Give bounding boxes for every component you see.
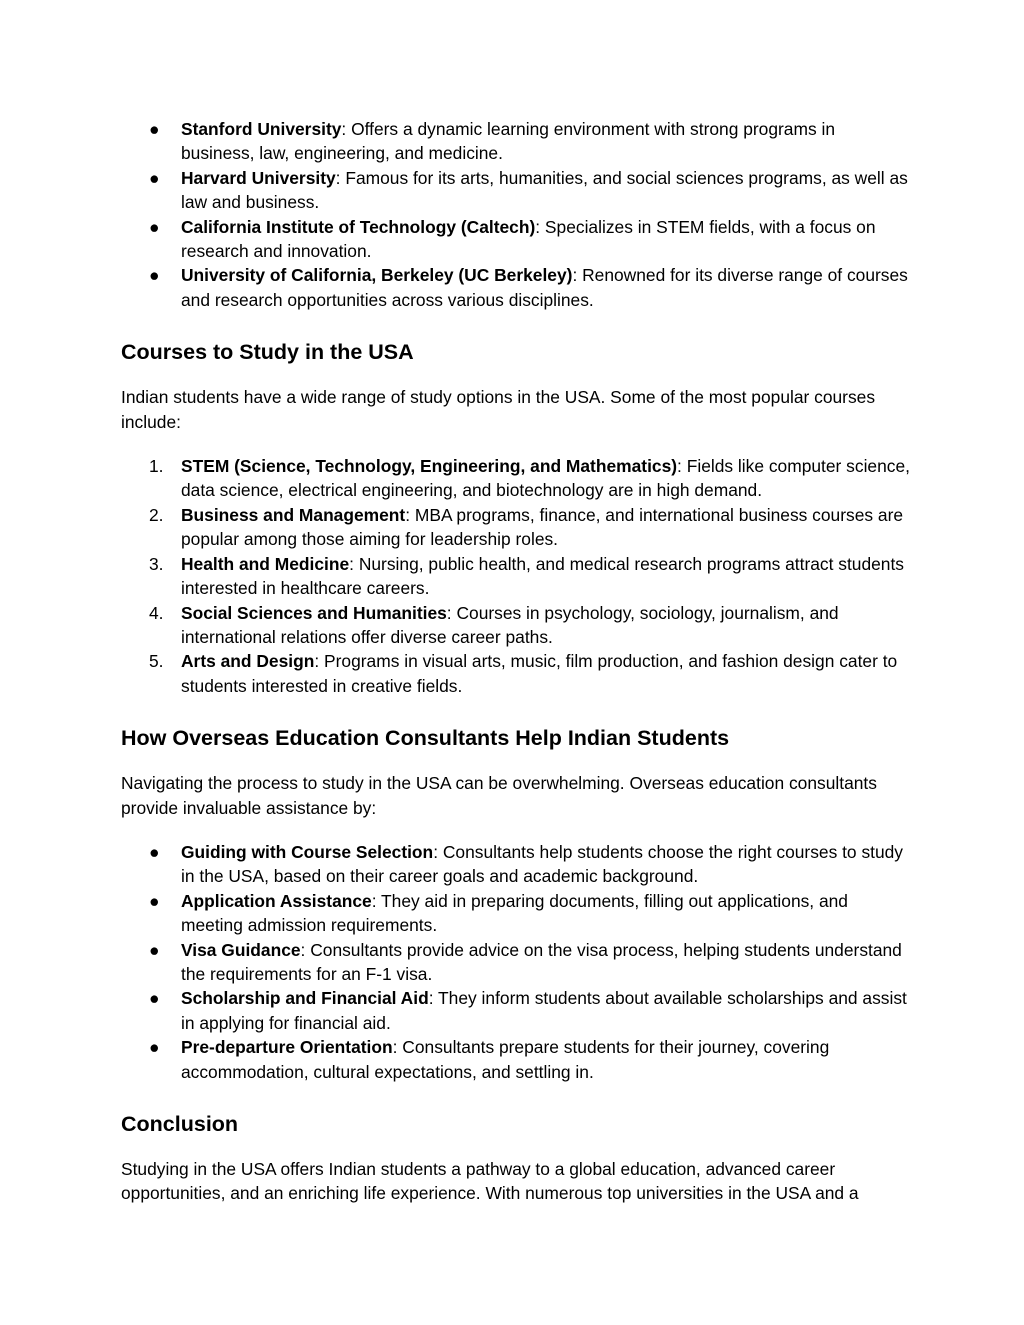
university-name: University of California, Berkeley (UC Berkeley): [181, 265, 573, 286]
list-item: [121, 889, 911, 938]
section-heading-consultants: How Overseas Education Consultants Help Indian Students: [121, 726, 730, 751]
university-description: : Renowned for its diverse range of courses and research opportunities across various disciplines.: [181, 265, 908, 310]
list-number: 2.: [149, 504, 164, 525]
bullet-marker: ●: [149, 216, 160, 237]
service-description: : Consultants prepare students for their journey, covering accommodation, cultural expectations, and settling in.: [181, 1037, 830, 1082]
list-item: [121, 117, 911, 166]
course-name: STEM (Science, Technology, Engineering, and Mathematics): [181, 456, 678, 477]
university-name: California Institute of Technology (Caltech): [181, 216, 536, 237]
list-item: [121, 986, 911, 1035]
bullet-marker: ●: [149, 265, 160, 286]
bullet-marker: ●: [149, 890, 160, 911]
document-page: [121, 117, 911, 1206]
course-name: Business and Management: [181, 504, 406, 525]
university-description: : Specializes in STEM fields, with a focus on research and innovation.: [181, 216, 876, 262]
consultant-services-list: [121, 840, 911, 1084]
bullet-marker: ●: [149, 939, 160, 960]
service-description: : They aid in preparing documents, filling out applications, and meeting admission requirements.: [181, 890, 848, 936]
section-heading-conclusion: Conclusion: [121, 1112, 239, 1136]
list-item: [121, 215, 911, 264]
university-name: Harvard University: [181, 167, 336, 188]
service-description: : Consultants help students choose the right courses to study in the USA, based on their career goals and academic background.: [181, 841, 904, 887]
course-name: Social Sciences and Humanities: [181, 602, 447, 623]
list-number: 3.: [149, 553, 164, 574]
course-description: : MBA programs, finance, and international business courses are popular among those aiming for leadership roles.: [181, 504, 904, 550]
university-description: : Offers a dynamic learning environment with strong programs in business, law, engineering, and medicine.: [181, 119, 836, 164]
list-number: 4.: [149, 602, 164, 623]
course-name: Health and Medicine: [181, 553, 350, 574]
list-item: [121, 263, 911, 312]
list-item: [121, 552, 911, 601]
course-name: Arts and Design: [181, 651, 315, 672]
course-description: : Nursing, public health, and medical research programs attract students interested in healthcare careers.: [181, 553, 905, 599]
list-item: [121, 503, 911, 552]
bullet-marker: ●: [149, 1037, 160, 1058]
bullet-marker: ●: [149, 119, 160, 139]
courses-list: [121, 454, 911, 698]
service-name: Scholarship and Financial Aid: [181, 988, 429, 1009]
list-item: [121, 454, 911, 503]
service-name: Application Assistance: [181, 890, 372, 911]
course-description: : Programs in visual arts, music, film production, and fashion design cater to students interested in creative fields.: [181, 651, 898, 696]
university-description: : Famous for its arts, humanities, and social sciences programs, as well as law and business.: [181, 167, 908, 213]
service-name: Visa Guidance: [181, 939, 301, 960]
bullet-marker: ●: [149, 988, 160, 1009]
course-description: : Courses in psychology, sociology, journalism, and international relations offer diverse career paths.: [181, 602, 839, 647]
consultants-intro-paragraph: Navigating the process to study in the USA can be overwhelming. Overseas education consultants provide invaluable assistance by:: [121, 773, 877, 818]
list-number: 5.: [149, 651, 164, 672]
list-number: 1.: [149, 456, 164, 477]
service-description: : Consultants provide advice on the visa process, helping students understand the requirements for an F-1 visa.: [181, 939, 902, 984]
conclusion-paragraph: Studying in the USA offers Indian students a pathway to a global education, advanced career opportunities, and an enriching life experience. With numerous top universities in the USA and a: [121, 1159, 859, 1204]
list-item: [121, 938, 911, 987]
list-item: [121, 649, 911, 698]
service-name: Pre-departure Orientation: [181, 1037, 393, 1058]
list-item: [121, 166, 911, 215]
service-description: : They inform students about available scholarships and assist in applying for financial aid.: [181, 988, 907, 1033]
universities-list: [121, 117, 911, 312]
course-description: : Fields like computer science, data science, electrical engineering, and biotechnology are in high demand.: [181, 456, 910, 501]
section-heading-courses: Courses to Study in the USA: [121, 340, 414, 365]
courses-intro-paragraph: Indian students have a wide range of study options in the USA. Some of the most popular courses include:: [121, 387, 876, 432]
list-item: [121, 840, 911, 889]
bullet-marker: ●: [149, 841, 160, 862]
bullet-marker: ●: [149, 167, 160, 188]
service-name: Guiding with Course Selection: [181, 841, 434, 862]
list-item: [121, 1035, 911, 1084]
list-item: [121, 601, 911, 650]
university-name: Stanford University: [181, 119, 342, 139]
